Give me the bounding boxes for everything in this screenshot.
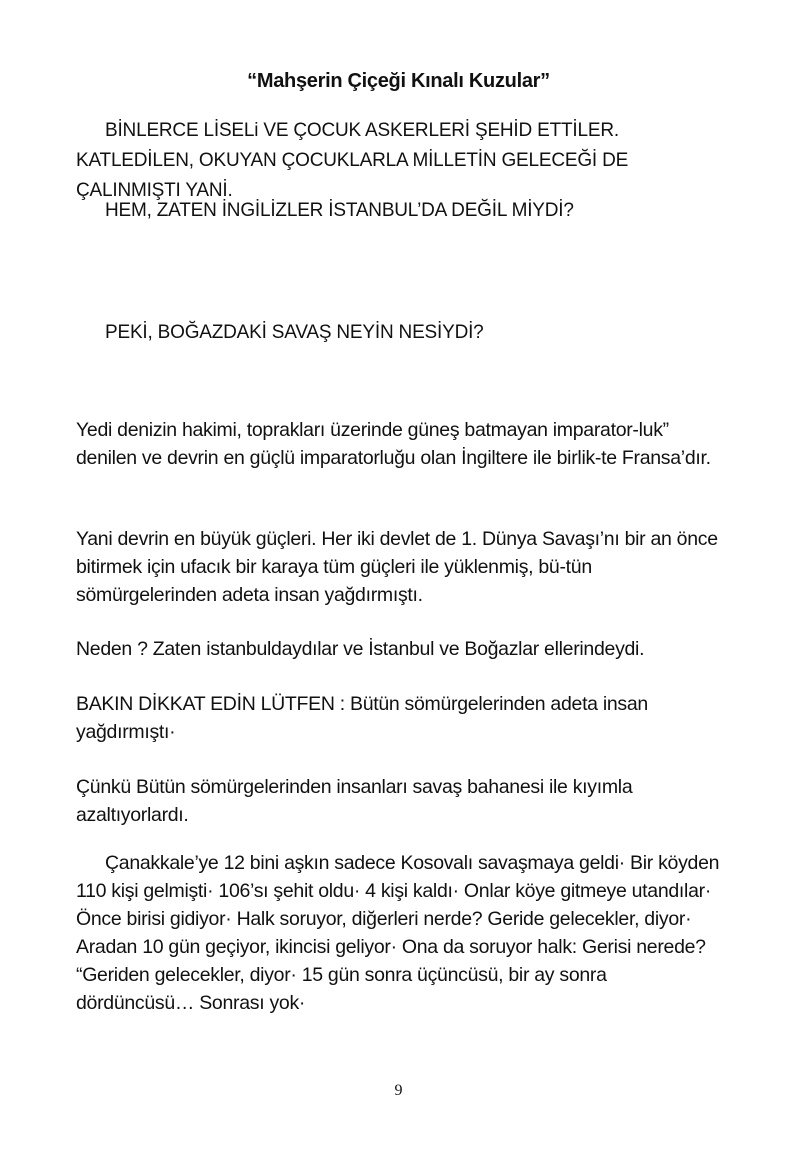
body-paragraph-3: Neden ? Zaten istanbuldaydılar ve İstanbul ve Boğazlar ellerindeydi. (76, 638, 645, 660)
page-title: “Mahşerin Çiçeği Kınalı Kuzular” (247, 70, 550, 92)
caps-paragraph-3: PEKİ, BOĞAZDAKİ SAVAŞ NEYİN NESİYDİ? (105, 322, 484, 343)
body-paragraph-5: Çünkü Bütün sömürgelerinden insanları savaş bahanesi ile kıyımla azaltıyorlardı. (76, 776, 633, 826)
body-paragraph-1: Yedi denizin hakimi, toprakları üzerinde güneş batmayan imparator-luk” denilen ve devrin en güçlü imparatorluğu olan İngiltere ile birlik-te Fransa’dır. (76, 419, 711, 469)
body-paragraph-6: Çanakkale’ye 12 bini aşkın sadece Kosovalı savaşmaya geldi· Bir köyden 110 kişi gelmişti· 106’sı şehit oldu· 4 kişi kaldı· Onlar köye gitmeye utandılar· Önce birisi gidiyor· Halk soruyor, diğerleri nerde? Geride gelecekler, diyor· Aradan 10 gün geçiyor, ikincisi geliyor· Ona da soruyor halk: Gerisi nerede? “Geriden gelecekler, diyor· 15 gün sonra üçüncüsü, bir ay sonra dördüncüsü… Sonrası yok· (76, 852, 720, 1014)
body-paragraph-2: Yani devrin en büyük güçleri. Her iki devlet de 1. Dünya Savaşı’nı bir an önce bitirmek için ufacık bir karaya tüm güçleri ile yüklenmiş, bü-tün sömürgelerinden adeta insan yağdırmıştı. (76, 528, 718, 606)
body-paragraph-4: BAKIN DİKKAT EDİN LÜTFEN : Bütün sömürgelerinden adeta insan yağdırmıştı· (76, 693, 648, 743)
page-number: 9 (394, 1082, 403, 1099)
caps-paragraph-2: HEM, ZATEN İNGİLİZLER İSTANBUL’DA DEĞİL MİYDİ? (105, 200, 574, 221)
caps-paragraph-1: BİNLERCE LİSELi VE ÇOCUK ASKERLERİ ŞEHİD ETTİLER. KATLEDİLEN, OKUYAN ÇOCUKLARLA MİLLETİN GELECEĞİ DE ÇALINMIŞTI YANİ. (76, 120, 629, 201)
